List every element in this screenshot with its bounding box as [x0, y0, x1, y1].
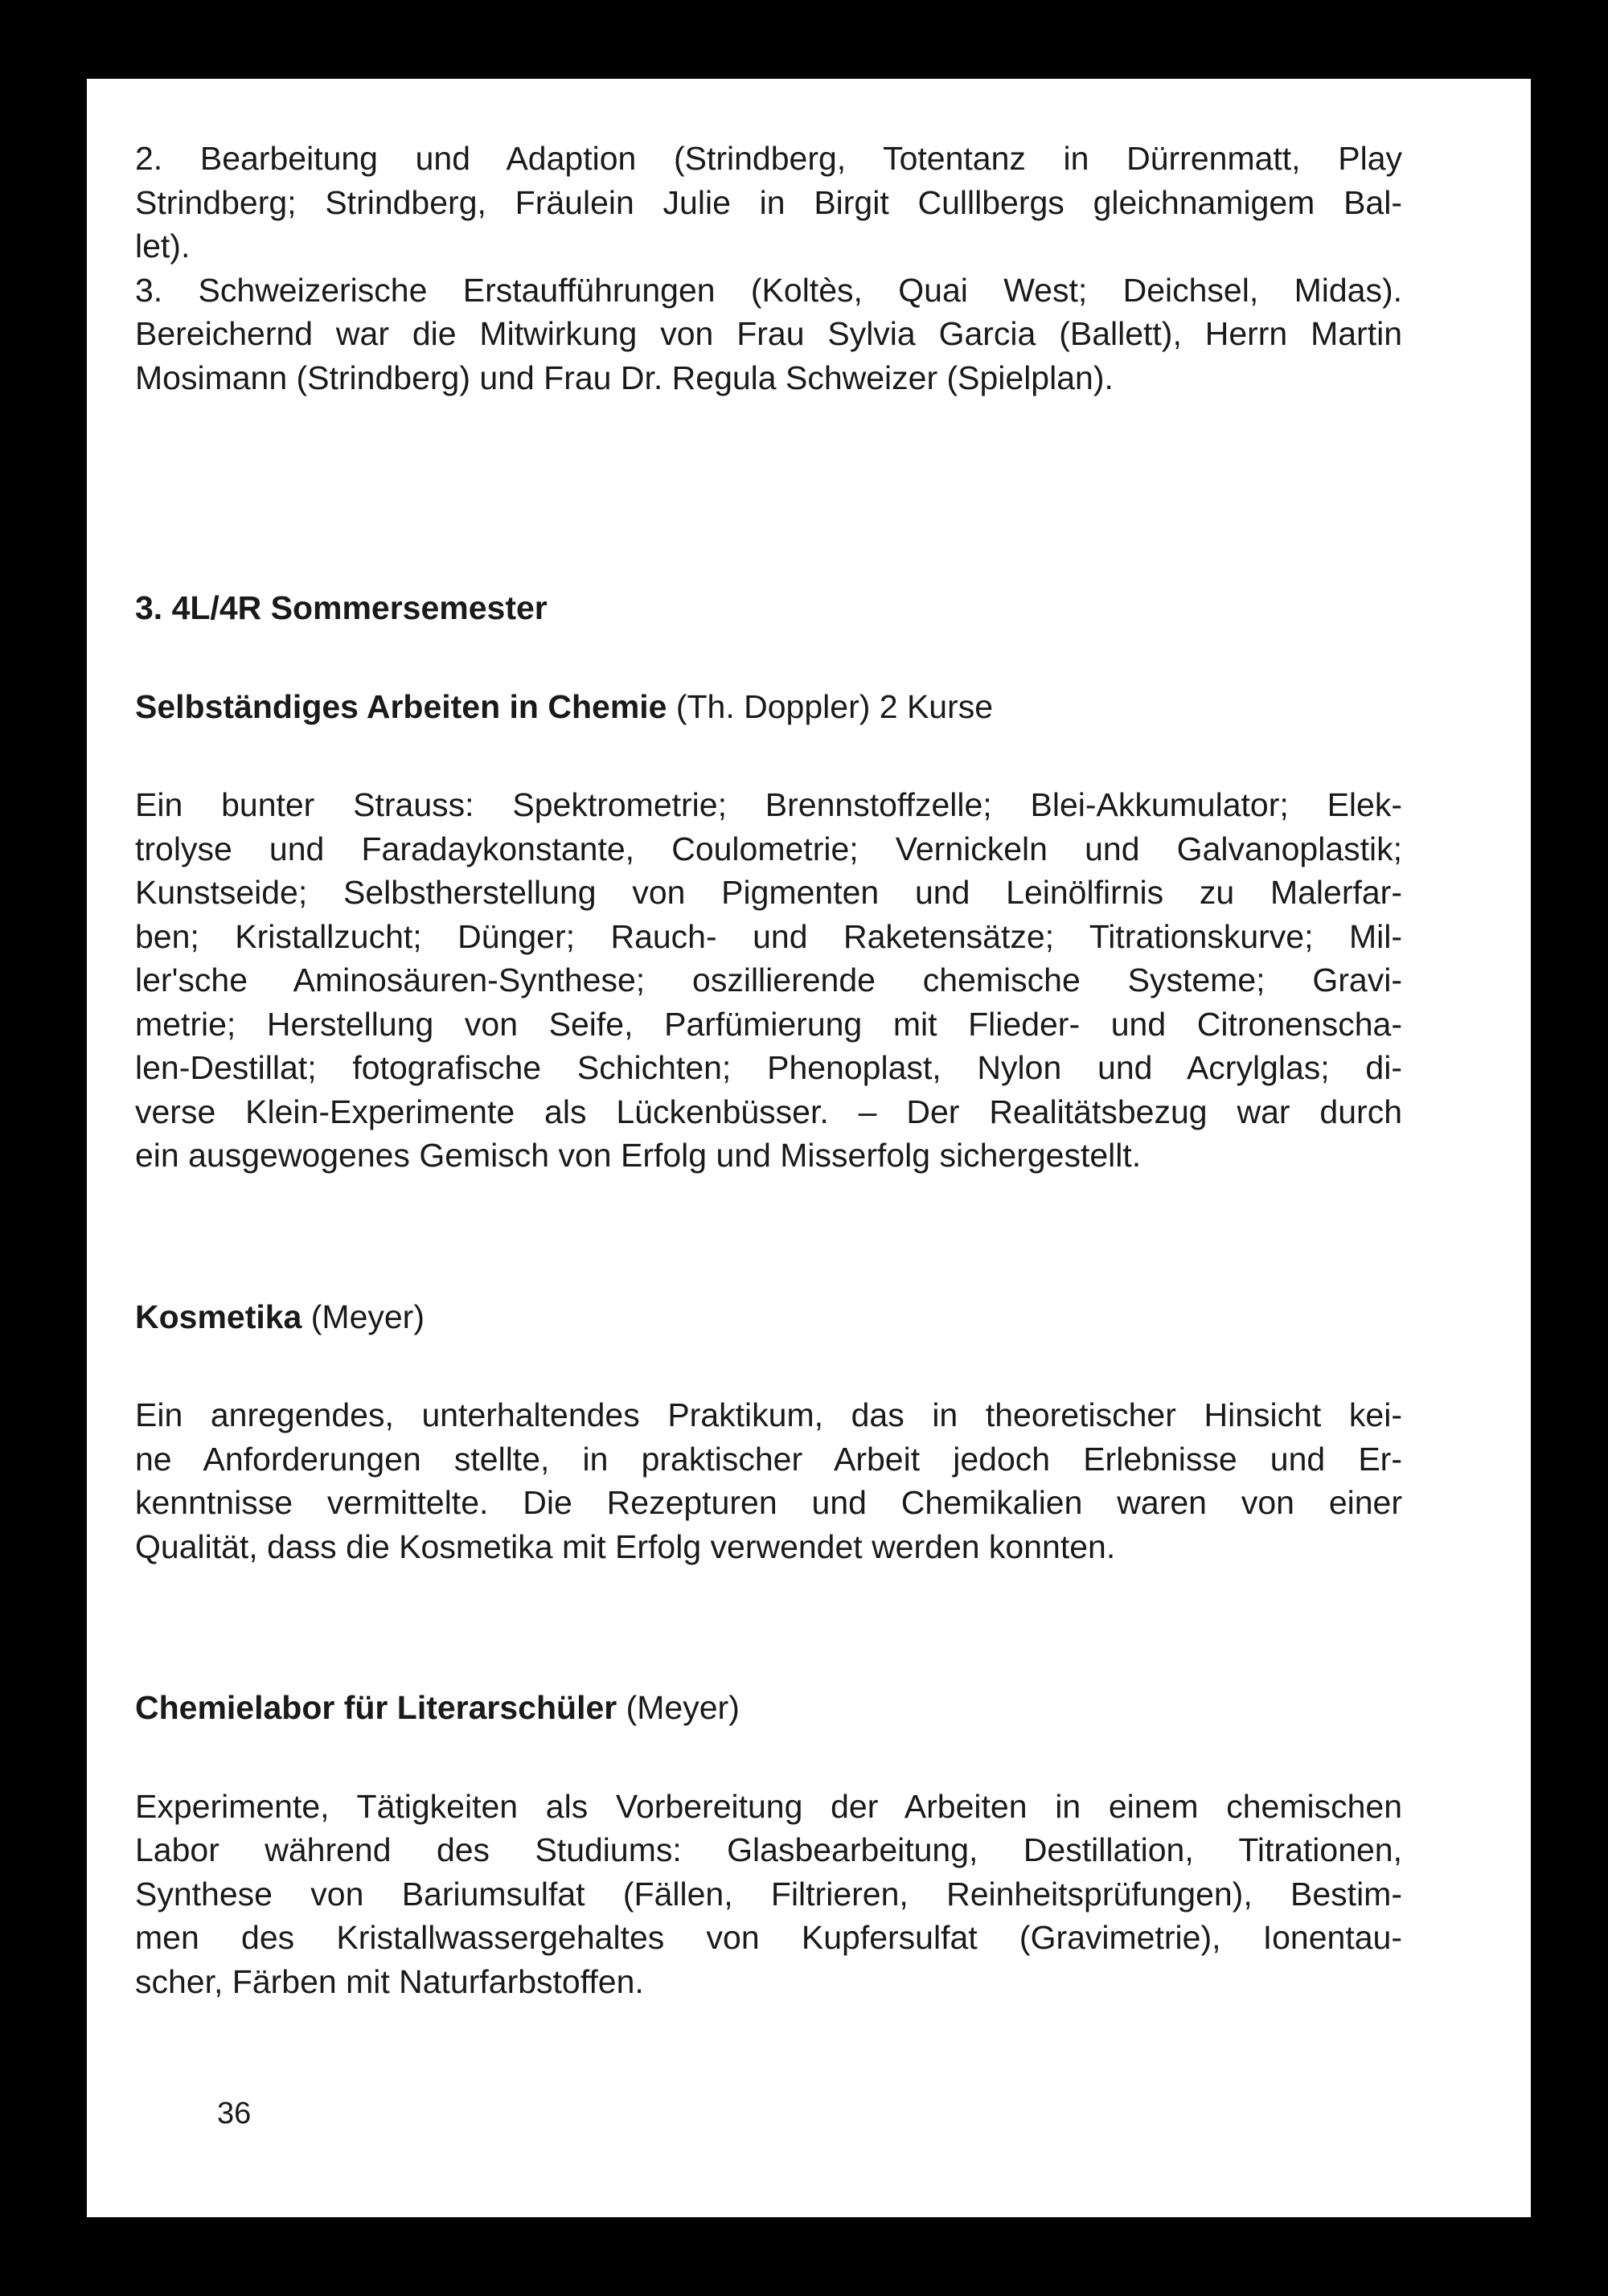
course-meta: (Th. Doppler) 2 Kurse — [667, 687, 994, 725]
text-line: trolyse und Faradaykonstante, Coulometrie; Vernickeln und Galvanoplastik; — [135, 830, 1402, 867]
text-line: len-Destillat; fotografische Schichten; Phenoplast, Nylon und Acrylglas; di- — [135, 1049, 1402, 1086]
text-line: ne Anforderungen stellte, in praktischer Arbeit jedoch Erlebnisse und Er- — [135, 1440, 1402, 1478]
text-line: men des Kristallwassergehaltes von Kupfersulfat (Gravimetrie), Ionentau- — [135, 1919, 1402, 1956]
course-meta: (Meyer) — [302, 1298, 425, 1335]
course-meta: (Meyer) — [617, 1689, 740, 1726]
text-line: Synthese von Bariumsulfat (Fällen, Filtrieren, Reinheitsprüfungen), Bestim- — [135, 1875, 1402, 1913]
text-line: Strindberg; Strindberg, Fräulein Julie in Birgit Culllbergs gleichnamigem Bal- — [135, 183, 1402, 221]
course-description — [135, 1785, 1402, 2004]
course-description — [135, 783, 1402, 1178]
course-title-text: Kosmetika — [135, 1298, 302, 1335]
course-description — [135, 1393, 1402, 1568]
text-line: let). — [135, 228, 191, 264]
text-line: verse Klein-Experimente als Lückenbüsser. – Der Realitätsbezug war durch — [135, 1093, 1402, 1130]
intro-paragraph — [135, 137, 1402, 400]
text-line: Ein anregendes, unterhaltendes Praktikum, das in theoretischer Hinsicht kei- — [135, 1396, 1402, 1433]
text-line: kenntnisse vermittelte. Die Rezepturen und Chemikalien waren von einer — [135, 1484, 1402, 1521]
text-line: ler'sche Aminosäuren-Synthese; oszillierende chemische Systeme; Gravi- — [135, 961, 1402, 998]
text-line: 2. Bearbeitung und Adaption (Strindberg, Totentanz in Dürrenmatt, Play — [135, 140, 1402, 177]
text-line: Experimente, Tätigkeiten als Vorbereitung der Arbeiten in einem chemischen — [135, 1787, 1402, 1825]
text-line: Kunstseide; Selbstherstellung von Pigmenten und Leinölfirnis zu Malerfar- — [135, 874, 1402, 911]
text-line: Bereichernd war die Mitwirkung von Frau Sylvia Garcia (Ballett), Herrn Martin — [135, 315, 1402, 352]
course-title — [135, 685, 1402, 729]
text-line: ben; Kristallzucht; Dünger; Rauch- und Raketensätze; Titrationskurve; Mil- — [135, 917, 1402, 955]
text-line: Qualität, dass die Kosmetika mit Erfolg verwendet werden konnten. — [135, 1527, 1116, 1565]
text-line: Ein bunter Strauss: Spektrometrie; Brennstoffzelle; Blei-Akkumulator; Elek- — [135, 786, 1402, 823]
course-title-text: Selbständiges Arbeiten in Chemie — [135, 687, 667, 725]
section-heading: 3. 4L/4R Sommersemester — [135, 589, 548, 626]
course-title-text: Chemielabor für Literarschüler — [135, 1689, 617, 1726]
text-line: ein ausgewogenes Gemisch von Erfolg und Misserfolg sichergestellt. — [135, 1137, 1142, 1174]
text-line: scher, Färben mit Naturfarbstoffen. — [135, 1962, 644, 2000]
text-line: metrie; Herstellung von Seife, Parfümierung mit Flieder- und Citronenscha- — [135, 1005, 1402, 1043]
course-title — [135, 1295, 1402, 1339]
text-line: Mosimann (Strindberg) und Frau Dr. Regula Schweizer (Spielplan). — [135, 359, 1114, 396]
text-line: 3. Schweizerische Erstaufführungen (Koltès, Quai West; Deichsel, Midas). — [135, 271, 1402, 309]
text-line: Labor während des Studiums: Glasbearbeitung, Destillation, Titrationen, — [135, 1831, 1402, 1868]
page-number: 36 — [217, 2097, 252, 2130]
course-title — [135, 1686, 1402, 1730]
page-content — [135, 137, 1402, 2003]
